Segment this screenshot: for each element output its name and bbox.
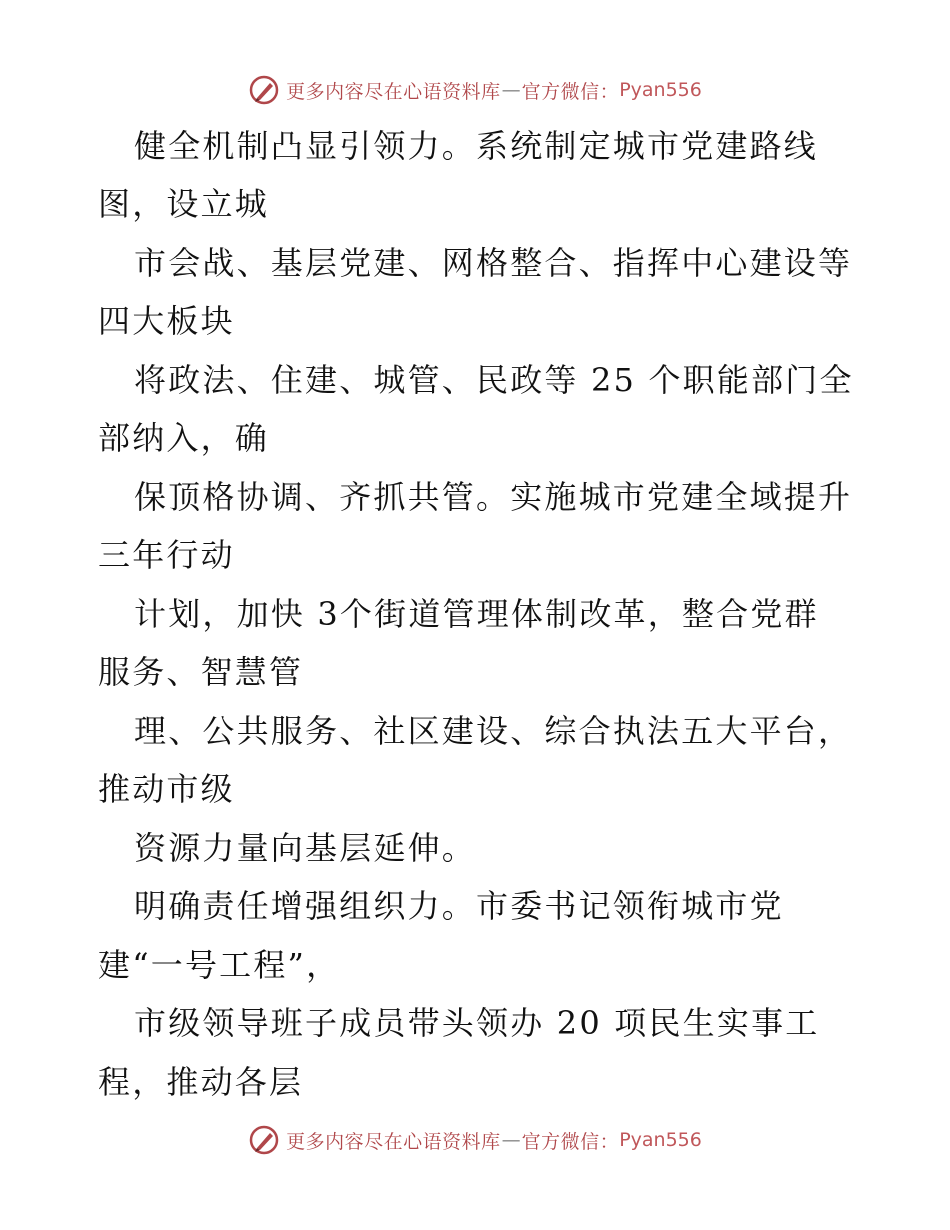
header-watermark <box>0 70 950 110</box>
body-line: 四大板块 <box>98 302 235 340</box>
body-line: 部纳入，确 <box>98 419 270 457</box>
body-line: 服务、智慧管 <box>98 653 304 691</box>
body-line: 资源力量向基层延伸。 <box>134 829 477 867</box>
watermark-text: 更多内容尽在心语资料库 <box>286 80 501 103</box>
footer-watermark <box>0 1120 950 1160</box>
body-line: 建“一号工程”， <box>98 946 341 984</box>
body-line: 程，推动各层 <box>98 1063 304 1101</box>
watermark-suffix: 官方微信： <box>521 80 620 103</box>
body-line: 保顶格协调、齐抓共管。实施城市党建全域提升 <box>134 478 853 516</box>
watermark-text: 更多内容尽在心语资料库 <box>286 1130 501 1153</box>
body-line: 市会战、基层党建、网格整合、指挥中心建设等 <box>134 244 853 282</box>
body-line: 推动市级 <box>98 770 235 808</box>
watermark-separator: — <box>501 79 521 101</box>
watermark-suffix: 官方微信： <box>521 1130 620 1153</box>
pen-logo-icon <box>248 1124 280 1156</box>
body-line: 将政法、住建、城管、民政等 25 个职能部门全 <box>134 361 854 399</box>
watermark-id: Pyan556 <box>619 1129 702 1151</box>
body-line: 三年行动 <box>98 536 235 574</box>
body-line: 健全机制凸显引领力。系统制定城市党建路线 <box>134 127 819 165</box>
watermark-separator: — <box>501 1129 521 1151</box>
body-line: 图，设立城 <box>98 185 270 223</box>
body-line: 市级领导班子成员带头领办 20 项民生实事工 <box>134 1004 820 1042</box>
watermark-id: Pyan556 <box>619 79 702 101</box>
body-line: 明确责任增强组织力。市委书记领衔城市党 <box>134 887 784 925</box>
body-line: 理、公共服务、社区建设、综合执法五大平台， <box>134 712 853 750</box>
body-line: 计划，加快 3个街道管理体制改革，整合党群 <box>134 595 819 633</box>
pen-logo-icon <box>248 74 280 106</box>
